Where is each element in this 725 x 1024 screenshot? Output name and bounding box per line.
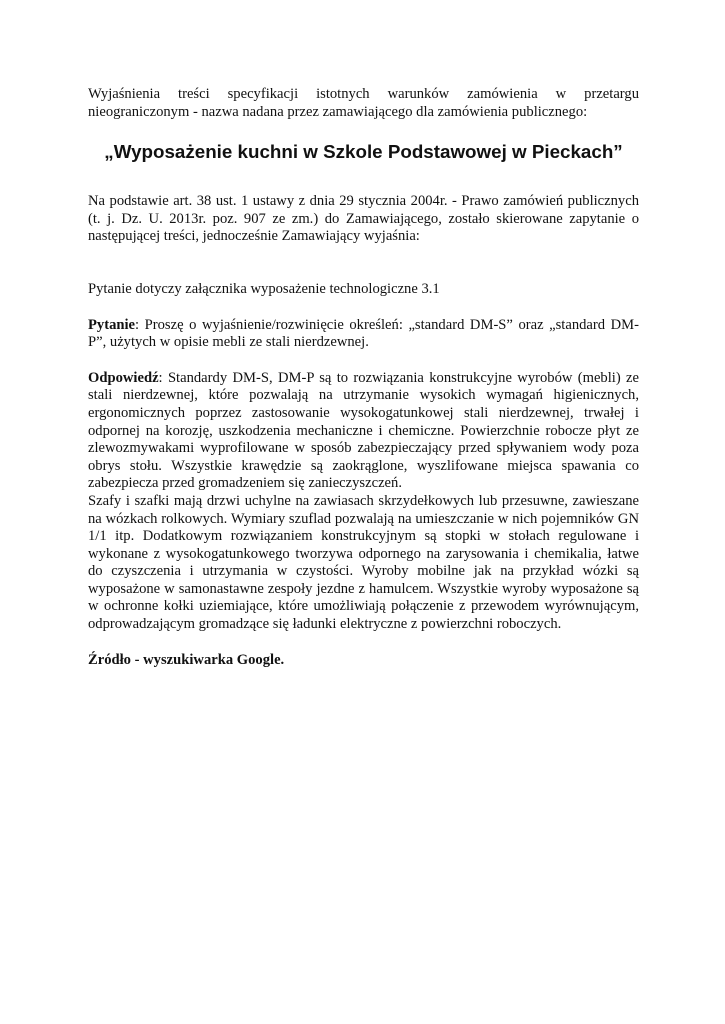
question-paragraph [88,317,639,352]
answer-label: Odpowiedź [88,369,159,386]
legal-basis-paragraph: Na podstawie art. 38 ust. 1 ustawy z dnia 29 stycznia 2004r. - Prawo zamówień publicznych (t. j. Dz. U. 2013r. poz. 907 ze zm.) do Zamawiającego, zostało skierowane zapytanie o następującej treści, jednocześnie Zamawiający wyjaśnia: [88,193,639,245]
section-title: Pytanie dotyczy załącznika wyposażenie technologiczne 3.1 [88,280,440,297]
question-text: : Proszę o wyjaśnienie/rozwinięcie określeń: „standard DM-S” oraz „standard DM-P”, użytych w opisie mebli ze stali nierdzewnej. [88,316,639,351]
document-title: „Wyposażenie kuchni w Szkole Podstawowej w Pieckach” [104,141,623,163]
answer-continuation-paragraph: Szafy i szafki mają drzwi uchylne na zawiasach skrzydełkowych lub przesuwne, zawieszane na wózkach rolkowych. Wymiary szuflad pozwalają na umieszczanie w nich pojemników GN 1/1 itp. Dodatkowym rozwiązaniem konstrukcyjnym są stopki w stołach regulowane i wykonane z wysokogatunkowego tworzywa odpornego na zarysowania i chemikalia, łatwe do czyszczenia i utrzymania w czystości. Wyroby mobilne jak na przykład wózki są wyposażone w samonastawne zespoły jezdne z hamulcem. Wszystkie wyroby wyposażone są w ochronne kołki uziemiające, które umożliwiają połączenie z przewodem wyrównującym, odprowadzającym gromadzące się ładunki elektryczne z powierzchni roboczych. [88,492,639,633]
answer-paragraph [88,370,639,493]
document-page [88,86,639,669]
answer-text: : Standardy DM-S, DM-P są to rozwiązania konstrukcyjne wyrobów (mebli) ze stali nierdzewnej, które pozwalają na utrzymanie wysokich wymagań higienicznych, ergonomicznych poprzez zastosowanie wysokogatunkowej stali nierdzewnej, trwałej i odpornej na korozję, uszkodzenia mechaniczne i chemiczne. Powierzchnie robocze płyt ze zlewozmywakami wyprofilowane w sposób zabezpieczający przed spływaniem wody poza obrys stołu. Wszystkie krawędzie są zaokrąglone, wyszlifowane miejsca spawania co zabezpiecza przed gromadzeniem się zanieczyszczeń. [88,369,639,492]
intro-paragraph: Wyjaśnienia treści specyfikacji istotnych warunków zamówienia w przetargu nieograniczonym - nazwa nadana przez zamawiającego dla zamówienia publicznego: [88,86,639,120]
source-note: Źródło - wyszukiwarka Google. [88,651,285,668]
question-label: Pytanie [88,316,136,333]
